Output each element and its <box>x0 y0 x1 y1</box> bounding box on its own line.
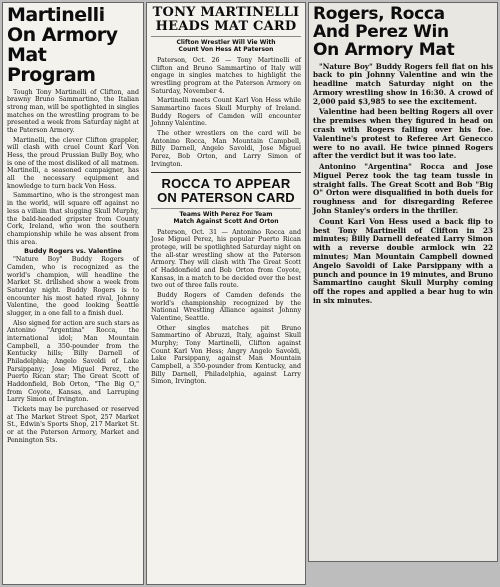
article-paragraph: Martinelli meets Count Karl Von Hess while Sammartino faces Skull Murphy of Ireland. Buddy Rogers of Camden will encounter Johnny Valentine. <box>151 97 301 128</box>
divider <box>151 208 301 209</box>
headline <box>151 177 301 204</box>
headline-line: Mat Program <box>7 43 96 86</box>
article-paragraph: Martinelli, the clever Clifton grappler, will clash with cruel Count Karl Von Hess, the proud Prussian Bully Boy, who is one of the most disliked of all matmen. Martinelli, a seasoned campaigner, has all the necessary equipment and knowledge to turn back Von Hess. <box>7 136 139 190</box>
subheadline-line: Match Against Scott And Orton <box>173 217 279 225</box>
headline <box>151 6 301 33</box>
headline-line: Rogers, Rocca <box>313 4 445 24</box>
divider <box>151 172 301 173</box>
subheadline <box>151 212 301 226</box>
headline-line: Martinelli <box>7 4 105 26</box>
article-paragraph: Count Karl Von Hess used a back flip to best Tony Martinelli of Clifton in 23 minutes; Billy Darnell defeated Larry Simon with a reverse double armlock win 22 minutes; Man Mountain Campbell downed Angelo Savoldi of Lake Parsippany with a punch and pounce in 19 minutes, and Bruno Sammartino caught Skull Murphy coming off the ropes and applied a bear hug to win in six minutes. <box>313 216 493 305</box>
article-paragraph: Valentine had been belting Rogers all over the premises when they figured in head on crash with Rogers falling over his foe. Valentine's protest to Referee Art Genecco were to no avail. He twice pinned Rogers after the verdict but it was too late. <box>313 107 493 161</box>
headline <box>7 6 139 86</box>
headline <box>313 6 493 60</box>
headline-line: ROCCA TO APPEAR <box>161 176 291 192</box>
article-paragraph: Other singles matches pit Bruno Sammartino of Abruzzi, Italy, against Skull Murphy; Tony Martinelli, Clifton against Count Karl Von Hess; Angry Angelo Savoldi, Lake Parsippany, against Man Mountain Campbell, a 350-pounder from Kentucky, and Billy Darnell, Philadelphia, against Larry Simon, Irvington. <box>151 324 301 386</box>
article-paragraph: Tickets may be purchased or reserved at The Market Street Spot, 257 Market St., Edwin's Sports Shop, 217 Market St. or at the Paterson Armory, Market and Pennington Sts. <box>7 405 139 444</box>
headline-line: On Armory <box>7 23 118 46</box>
article-paragraph: Antonino "Argentina" Rocca and Jose Miguel Perez took the tag team tussle in straight falls. The Great Scott and Bob "Big O" Orton were disqualified in both duels for roughness and for disregarding Referee John Stanley's orders in the thriller. <box>313 162 493 216</box>
subheadline-line: Count Von Hess At Paterson <box>178 46 274 54</box>
subheadline-line: Clifton Wrestler Will Vie With <box>176 39 276 47</box>
article-paragraph: Paterson, Oct. 31 — Antonino Rocca and Jose Miguel Perez, his popular Puerto Rican protege, will be spotlighted Saturday night on the all-star wrestling show at the Paterson Armory. They will clash with The Great Scott of Haddonfield and Bob Orton from Coyote, Kansas, in a match to be decided over the best two out of three falls route. <box>151 228 301 290</box>
article-paragraph: "Nature Boy" Buddy Rogers fell flat on his back to pin Johnny Valentine and win the headline match Saturday night on the Armory wrestling show in 16:30. A crowd of 2,000 paid $3,985 to see the excitement. <box>313 61 493 106</box>
divider <box>151 36 301 37</box>
subheadline-line: Teams With Perez For Team <box>179 210 273 218</box>
headline-line: TONY MARTINELLI <box>152 5 300 20</box>
clipping-tony-martinelli-heads-mat-card <box>146 2 306 585</box>
clipping-rogers-rocca-perez-win <box>308 2 498 562</box>
headline-line: HEADS MAT CARD <box>155 18 297 34</box>
article-paragraph: Paterson, Oct. 26 — Tony Martinelli of Clifton and Bruno Sammartino of Italy will engage in singles matches to highlight the wrestling program at the Paterson Armory on Saturday, November 4. <box>151 57 301 95</box>
headline-line: And Perez Win <box>313 21 449 42</box>
article-paragraph: Tough Tony Martinelli of Clifton, and brawny Bruno Sammartino, the Italian strong man, will be spotlighted in singles matches on the wrestling program to be presented a week from Saturday night at the Paterson Armory. <box>7 88 139 135</box>
headline-line: ON PATERSON CARD <box>157 190 295 206</box>
article-paragraph: Buddy Rogers of Camden defends the world's championship recognized by the National Wrestling Alliance against Johnny Valentine, Seattle. <box>151 291 301 322</box>
headline-line: On Armory Mat <box>313 39 455 60</box>
clipping-martinelli-on-armory-mat-program <box>2 2 144 585</box>
article-paragraph: Also signed for action are such stars as Antonino "Argentina" Rocca, the international idol; Man Mountain Campbell, a 350-pounder from the Kentucky hills; Billy Darnell of Philadelphia; Angelo Savoldi of Lake Parsippany; Jose Miguel Perez, the Puerto Rican star; The Great Scott of Haddonfield, Bob Orton, "The Big O," from Coyote, Kansas, and Larruping Larry Simon of Irvington. <box>7 319 139 404</box>
subheadline <box>151 40 301 54</box>
article-paragraph: The other wrestlers on the card will be Antonino Rocca, Man Mountain Campbell, Billy Darnell, Angelo Savoldi, Jose Miguel Perez, Bob Orton, and Larry Simon of Irvington. <box>151 130 301 168</box>
section-subhead: Buddy Rogers vs. Valentine <box>24 248 122 256</box>
article-paragraph: Sammartino, who is the strongest man in the world, will square off against no less a villain that slugging Skull Murphy, the bald-headed gripster from County Cork, Ireland, who won the southern championship while he was absent from this area. <box>7 192 139 246</box>
article-paragraph: "Nature Boy" Buddy Rogers of Camden, who is recognized as the world's champion, will headline the Market St. drillshed show a week from Saturday night. Buddy Rogers is to encounter his most hated rival, Johnny Valentine, the good looking Seattle slugger, in a one fall to a finish duel. <box>7 256 139 317</box>
